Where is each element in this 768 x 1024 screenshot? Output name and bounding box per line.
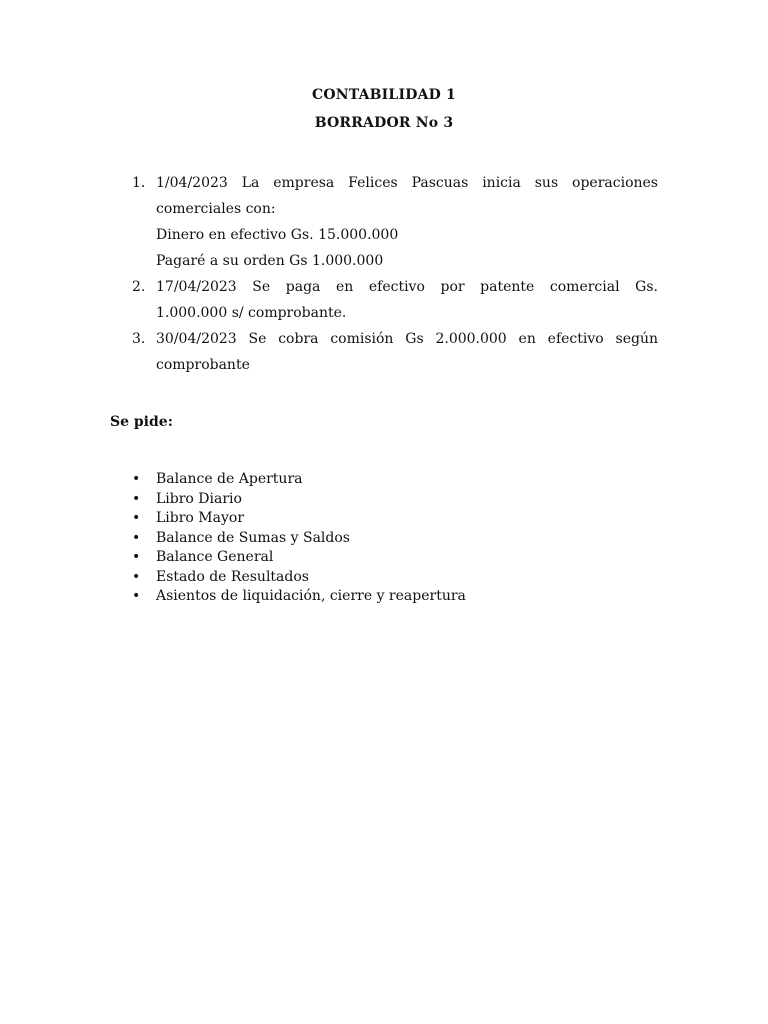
list-item-label: Balance General — [156, 549, 274, 565]
list-item — [128, 470, 466, 490]
list-item-label: Libro Diario — [156, 490, 242, 507]
list-item — [128, 568, 466, 588]
list-item-line: Dinero en efectivo Gs. 15.000.000 — [156, 227, 399, 243]
list-item — [128, 490, 466, 510]
list-item — [128, 326, 658, 378]
list-item — [128, 509, 466, 529]
list-item-line: 17/04/2023 Se paga en efectivo por patente comercial Gs. — [156, 279, 658, 295]
list-item-number: 3. — [132, 331, 146, 347]
document-title: CONTABILIDAD 1 — [312, 87, 456, 103]
list-item-line: 30/04/2023 Se cobra comisión Gs 2.000.000 en efectivo según — [156, 331, 658, 347]
list-item-line: Pagaré a su orden Gs 1.000.000 — [156, 253, 384, 269]
list-item — [128, 548, 466, 568]
list-item — [128, 170, 658, 274]
document-subtitle: BORRADOR No 3 — [314, 115, 454, 131]
list-item-label: Balance de Apertura — [156, 471, 303, 487]
list-item-line: 1.000.000 s/ comprobante. — [156, 305, 347, 321]
list-item — [128, 529, 466, 549]
transactions-list — [128, 170, 658, 378]
bullet-icon: • — [132, 471, 141, 487]
list-item-label: Libro Mayor — [156, 510, 245, 526]
list-item-label: Estado de Resultados — [156, 568, 309, 585]
list-item-label: Balance de Sumas y Saldos — [156, 529, 350, 546]
requirements-heading: Se pide: — [110, 414, 173, 430]
bullet-icon: • — [132, 490, 141, 507]
bullet-icon: • — [132, 510, 141, 526]
list-item-number: 2. — [132, 279, 146, 295]
bullet-icon: • — [132, 549, 141, 565]
list-item-line: comprobante — [156, 357, 250, 373]
list-item-line: comerciales con: — [156, 201, 276, 217]
bullet-icon: • — [132, 588, 141, 604]
list-item-label: Asientos de liquidación, cierre y reapertura — [156, 588, 466, 604]
list-item-number: 1. — [132, 175, 146, 191]
requirements-list — [128, 470, 466, 607]
list-item — [128, 274, 658, 326]
list-item — [128, 587, 466, 607]
bullet-icon: • — [132, 568, 141, 585]
bullet-icon: • — [132, 529, 141, 546]
list-item-line: 1/04/2023 La empresa Felices Pascuas inicia sus operaciones — [156, 175, 658, 191]
